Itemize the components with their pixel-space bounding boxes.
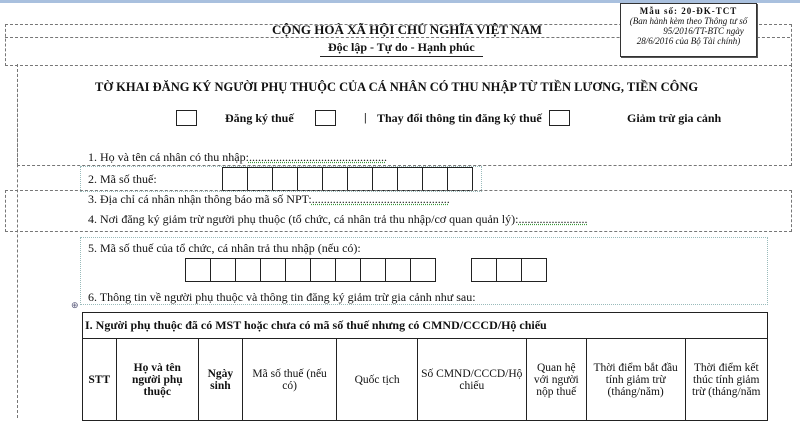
field-4-text: 4. Nơi đăng ký giảm trừ người phụ thuộc (tổ chức, cá nhân trả thu nhập/cơ quan quản lý): [88, 212, 519, 226]
field-1-text: 1. Họ và tên cá nhân có thu nhập: [88, 150, 249, 164]
dependents-table [82, 312, 768, 421]
field-4-input[interactable]: ....................... [518, 212, 588, 226]
stamp-line: 95/2016/TT-BTC ngày [663, 26, 744, 36]
field-5-label: 5. Mã số thuế của tổ chức, cá nhân trả thu nhập (nếu có): [88, 241, 361, 255]
motto: Độc lập - Tự do - Hạnh phúc [320, 40, 483, 57]
col-tax-code: Mã số thuế (nếu có) [242, 339, 337, 421]
payer-tax-code-cells[interactable] [186, 258, 436, 282]
stamp-line: 28/6/2016 của Bộ Tài chính) [636, 36, 741, 46]
field-1-input[interactable]: .............................................. [248, 150, 387, 164]
deduction-label: Giảm trừ gia cảnh [627, 111, 722, 125]
form-number: Mẫu số: 20-ĐK-TCT [639, 6, 738, 16]
field-6-label: 6. Thông tin về người phụ thuộc và thông tin đăng ký giảm trừ gia cảnh như sau: [88, 290, 476, 304]
form-title: TỜ KHAI ĐĂNG KÝ NGƯỜI PHỤ THUỘC CỦA CÁ NHÂN CÓ THU NHẬP TỪ TIỀN LƯƠNG, TIỀN CÔNG [95, 80, 699, 94]
col-id-number: Số CMND/CCCD/Hộ chiếu [417, 339, 526, 421]
separator: | [364, 110, 367, 124]
col-stt: STT [83, 339, 117, 421]
col-end: Thời điểm kết thúc tính giảm trừ (tháng/năm [685, 339, 767, 421]
field-2-label: 2. Mã số thuế: [88, 172, 157, 186]
field-4-label [88, 212, 587, 227]
field-3-text: 3. Địa chỉ cá nhân nhận thông báo mã số NPT: [88, 192, 312, 206]
tax-code-cells[interactable] [223, 167, 473, 191]
section-i-heading: I. Người phụ thuộc đã có MST hoặc chưa có mã số thuế nhưng có CMND/CCCD/Hộ chiếu [83, 313, 768, 339]
field-3-label [88, 192, 450, 207]
col-start: Thời điểm bắt đầu tính giảm trừ (tháng/năm) [586, 339, 685, 421]
stamp-line: (Ban hành kèm theo Thông tư số [629, 16, 748, 26]
change-label: Thay đổi thông tin đăng ký thuế [377, 111, 542, 125]
field-3-input[interactable]: .............................................. [311, 192, 450, 206]
payer-branch-cells[interactable] [472, 258, 547, 282]
col-name: Họ và tên người phụ thuộc [116, 339, 198, 421]
col-dob: Ngày sinh [199, 339, 243, 421]
form-stamp [620, 3, 757, 57]
field-1-label [88, 150, 387, 165]
nation-heading: CỘNG HOÀ XÃ HỘI CHỦ NGHĨA VIỆT NAM [272, 22, 543, 37]
table-move-handle-icon[interactable]: ⊕ [71, 300, 79, 310]
col-relationship: Quan hệ với người nộp thuế [526, 339, 586, 421]
register-label: Đăng ký thuế [225, 111, 294, 125]
col-nationality: Quốc tịch [337, 339, 417, 421]
